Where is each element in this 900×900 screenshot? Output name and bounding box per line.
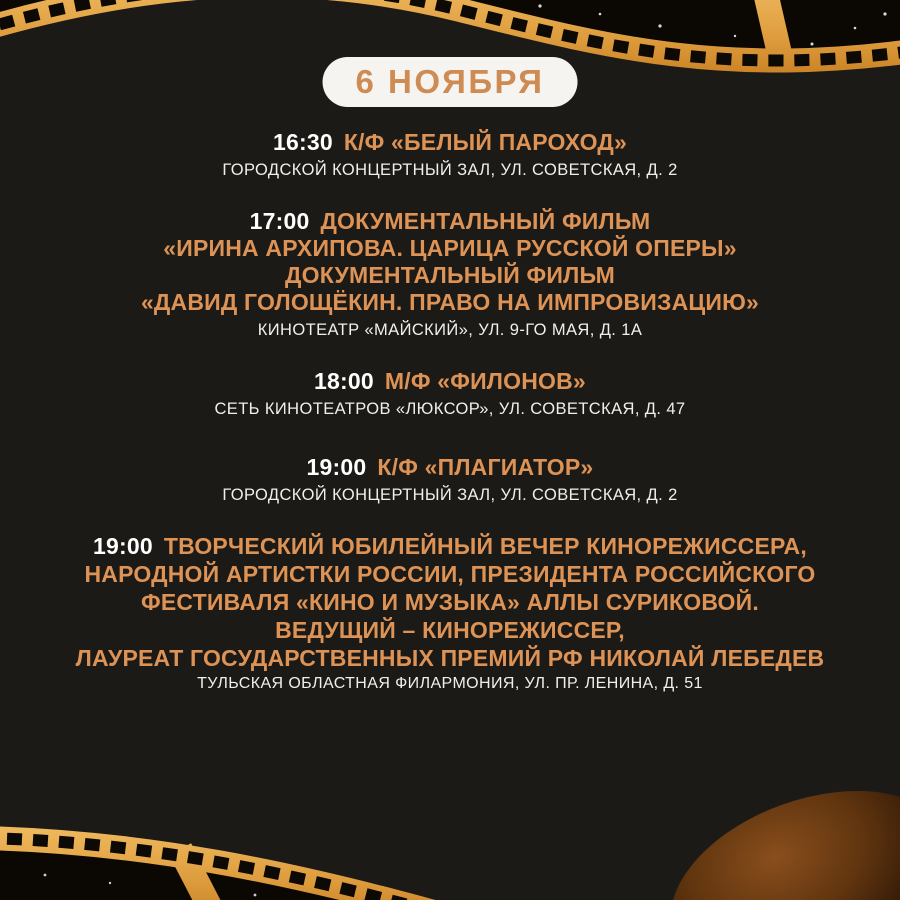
event-title <box>0 532 900 560</box>
event-time: 18:00 <box>314 368 374 394</box>
film-reel-corner-decoration <box>645 756 900 900</box>
event-documentary-films <box>0 208 900 340</box>
event-time: 16:30 <box>272 129 333 155</box>
event-belyi-parokhod <box>0 129 900 180</box>
date-badge: 6 НОЯБРЯ <box>323 57 578 107</box>
film-strip-bottom-decoration <box>0 785 560 900</box>
event-title-line: НАРОДНОЙ АРТИСТКИ РОССИИ, ПРЕЗИДЕНТА РОССИЙСКОГО <box>84 561 816 587</box>
event-title-line: ВЕДУЩИЙ – КИНОРЕЖИССЕР, <box>275 617 625 643</box>
event-time: 19:00 <box>93 533 153 559</box>
event-venue: ТУЛЬСКАЯ ОБЛАСТНАЯ ФИЛАРМОНИЯ, УЛ. ПР. ЛЕНИНА, Д. 51 <box>197 675 703 692</box>
event-title-line: ТВОРЧЕСКИЙ ЮБИЛЕЙНЫЙ ВЕЧЕР КИНОРЕЖИССЕРА, <box>163 533 807 559</box>
event-plagiator <box>0 454 900 505</box>
event-venue: СЕТЬ КИНОТЕАТРОВ «ЛЮКСОР», УЛ. СОВЕТСКАЯ, Д. 47 <box>214 400 686 418</box>
event-venue: ГОРОДСКОЙ КОНЦЕРТНЫЙ ЗАЛ, УЛ. СОВЕТСКАЯ, Д. 2 <box>222 486 678 504</box>
event-title <box>0 129 900 156</box>
event-title <box>0 454 900 481</box>
event-time: 19:00 <box>306 454 367 480</box>
event-title-line: К/Ф «БЕЛЫЙ ПАРОХОД» <box>343 129 628 155</box>
event-filonov <box>0 368 900 419</box>
film-specks <box>538 4 886 45</box>
event-title-line: ДОКУМЕНТАЛЬНЫЙ ФИЛЬМ <box>320 208 651 234</box>
event-title-line: ДОКУМЕНТАЛЬНЫЙ ФИЛЬМ <box>285 262 615 288</box>
event-title-line: «ИРИНА АРХИПОВА. ЦАРИЦА РУССКОЙ ОПЕРЫ» <box>163 235 737 261</box>
event-title-line: «ДАВИД ГОЛОЩЁКИН. ПРАВО НА ИМПРОВИЗАЦИЮ» <box>140 289 760 315</box>
event-title-line: ФЕСТИВАЛЯ «КИНО И МУЗЫКА» АЛЛЫ СУРИКОВОЙ. <box>141 589 759 615</box>
event-title-line: К/Ф «ПЛАГИАТОР» <box>377 454 594 480</box>
event-title <box>0 208 900 235</box>
event-title <box>0 368 900 395</box>
event-venue: ГОРОДСКОЙ КОНЦЕРТНЫЙ ЗАЛ, УЛ. СОВЕТСКАЯ, Д. 2 <box>222 161 678 179</box>
event-venue: КИНОТЕАТР «МАЙСКИЙ», УЛ. 9-ГО МАЯ, Д. 1А <box>257 321 643 339</box>
event-surikova-jubilee-evening <box>0 532 900 693</box>
film-specks <box>44 874 257 897</box>
event-title-line: ЛАУРЕАТ ГОСУДАРСТВЕННЫХ ПРЕМИЙ РФ НИКОЛАЙ ЛЕБЕДЕВ <box>75 645 825 671</box>
event-title-line: М/Ф «ФИЛОНОВ» <box>384 368 586 394</box>
event-time: 17:00 <box>249 208 310 234</box>
